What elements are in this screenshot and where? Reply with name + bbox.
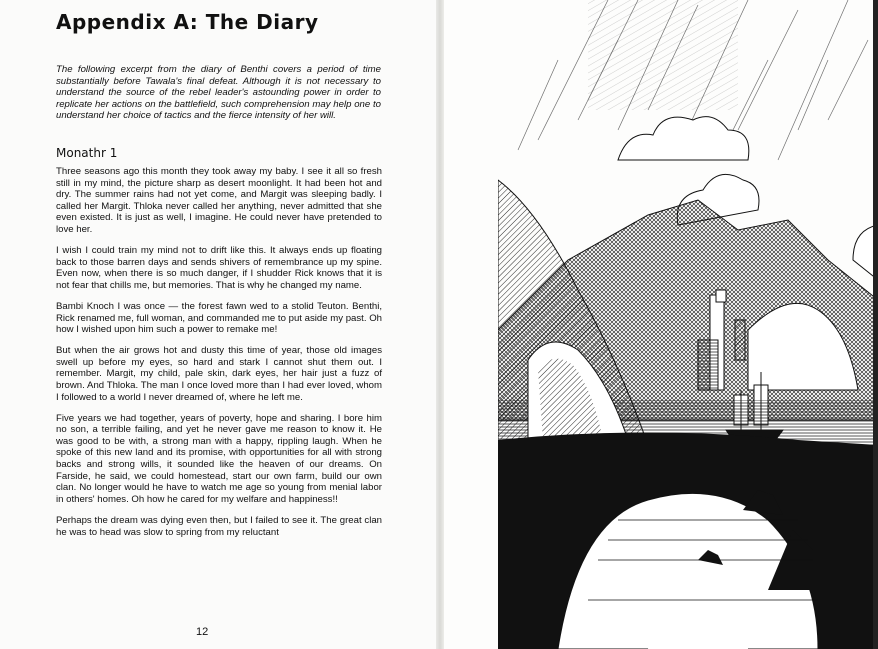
page-title: Appendix A: The Diary [56,10,319,34]
intro-paragraph: The following excerpt from the diary of Benthi covers a period of time substantially before Tawala's final defeat. Although it is not necessary to understand the source of the rebel leader's astounding power in order to replicate her actions on the battlefield, such comprehension may help one to understand her choice of tactics and the fierce intensity of her will. [56,64,381,122]
paragraph: Perhaps the dream was dying even then, but I failed to see it. The great clan he was to head was slow to spring from my reluctant [56,514,382,538]
section-heading: Monathr 1 [56,146,118,160]
paragraph: Bambi Knoch I was once — the forest fawn wed to a stolid Teuton. Benthi, Rick renamed me, full woman, and commanded me to put aside my past. Oh how I wished upon him such a power to remake me! [56,300,382,336]
castle-illustration [498,0,878,649]
paragraph: But when the air grows hot and dusty this time of year, those old images swell up before my eyes, so hard and stark I cannot shut them out. I remember. Margit, my child, pale skin, dark eyes, her hair just a fuzz of brown. And Thloka. The man I once loved more than I had ever loved, whom I followed to a world I never dreamed of, where he left me. [56,345,382,403]
paragraph: Five years we had together, years of poverty, hope and sharing. I bore him no son, a terrible failing, and yet he never gave me reason to know it. He was good to be with, a strong man with a happy, rippling laugh. When he spoke of this new land and its promise, with opportunities for all with strong backs and strong wills, it sounded like the heaven of our dreams. On Farside, he said, we could homestead, start our own farm, build our own clan. No longer would he have to watch me age so young from menial labor in others' homes. Oh how he cared for my welfare and happiness!! [56,412,382,505]
book-gutter [436,0,444,649]
page-edge [873,0,878,649]
paragraph: Three seasons ago this month they took away my baby. I see it all so fresh still in my mind, the picture sharp as desert moonlight. It had been hot and dry. The summer rains had not yet come, and Margit was sleeping badly. I called her Margit. Thloka never called her anything, never admitted that she even existed. It is just as well, I imagine. He could never have pretended to love her. [56,166,382,235]
diary-body [56,166,382,548]
paragraph: I wish I could train my mind not to drift like this. It always ends up floating back to those barren days and sends shivers of remembrance up my spine. Even now, when there is so much danger, if I shudder Rick knows that it is not fear that chills me, but memories. That is why he changed my name. [56,245,382,291]
page-number: 12 [196,626,209,638]
